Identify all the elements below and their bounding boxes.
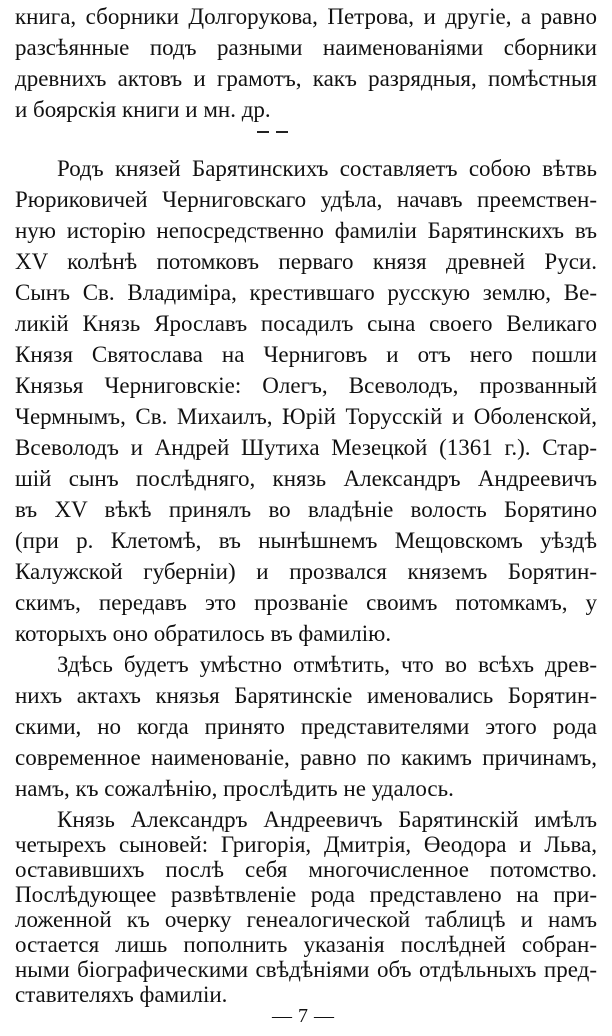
- text-line: оставившихъ послѣ себя многочисленное потомство.: [15, 857, 597, 882]
- text-line: XV колѣнѣ потомковъ перваго князя древней Руси.: [15, 249, 597, 274]
- text-line: остается лишь пополнить указанія послѣдней собран-: [15, 932, 597, 957]
- text-line: книга, сборники Долгорукова, Петрова, и другіе, а равно: [15, 4, 597, 29]
- text-line: Сынъ Св. Владиміра, крестившаго русскую землю, Ве-: [15, 280, 597, 305]
- section-separator: [257, 131, 269, 133]
- text-line: Князя Святослава на Черниговъ и отъ него пошли: [15, 342, 597, 367]
- text-line: и боярскія книги и мн. др.: [15, 97, 271, 122]
- text-line: современное наименованіе, равно по какимъ причинамъ,: [15, 745, 597, 770]
- text-line: скими, но когда принято представителями этого рода: [15, 714, 597, 739]
- text-line: четырехъ сыновей: Григорія, Дмитрія, Өеодора и Льва,: [15, 832, 597, 857]
- text-line: Чермнымъ, Св. Михаилъ, Юрій Торусскій и Оболенской,: [15, 404, 597, 429]
- text-line: ную исторію непосредственно фамиліи Барятинскихъ въ: [15, 218, 597, 243]
- text-line: въ XV вѣкѣ принялъ во владѣніе волость Борятино: [15, 497, 597, 522]
- text-line: шій сынъ послѣдняго, князь Александръ Андреевичъ: [15, 466, 597, 491]
- text-line: ставителяхъ фамиліи.: [15, 982, 228, 1007]
- page-number-dash-left: —: [272, 1005, 298, 1027]
- text-line: Послѣдующее развѣтвленіе рода представлено на при-: [15, 882, 597, 907]
- text-line: ложенной къ очерку генеалогической таблицѣ и намъ: [15, 907, 597, 932]
- text-line: (при р. Клетомѣ, въ нынѣшнемъ Мещовскомъ уѣздѣ: [15, 528, 597, 553]
- text-line: намъ, къ сожалѣнію, прослѣдить не удалось.: [15, 776, 454, 801]
- text-line: скимъ, передавъ это прозваніе своимъ потомкамъ, у: [15, 590, 597, 615]
- text-line: разсѣянные подъ разными наименованіями сборники: [15, 35, 597, 60]
- text-line: Родъ князей Барятинскихъ составляетъ собою вѣтвь: [57, 156, 597, 181]
- page-number-dash-right: —: [314, 1005, 340, 1027]
- text-line: ными біографическими свѣдѣніями объ отдѣльныхъ пред-: [15, 957, 597, 982]
- text-line: Всеволодъ и Андрей Шутиха Мезецкой (1361 г.). Стар-: [15, 435, 597, 460]
- text-line: Князь Александръ Андреевичъ Барятинскій имѣлъ: [57, 807, 597, 832]
- page-number-value: 7: [298, 1005, 314, 1027]
- text-line: Калужской губерніи) и прозвался княземъ Борятин-: [15, 559, 597, 584]
- text-line: нихъ актахъ князья Барятинскіе именовались Борятин-: [15, 683, 597, 708]
- text-line: Здѣсь будетъ умѣстно отмѣтить, что во всѣхъ древ-: [57, 652, 597, 677]
- text-line: Рюриковичей Черниговскаго удѣла, начавъ преемствен-: [15, 187, 597, 212]
- text-line: древнихъ актовъ и грамотъ, какъ разрядныя, помѣстныя: [15, 66, 597, 91]
- text-line: которыхъ оно обратилось въ фамилію.: [15, 621, 392, 646]
- text-line: ликій Князь Ярославъ посадилъ сына своего Великаго: [15, 311, 597, 336]
- text-line: Князья Черниговскіе: Олегъ, Всеволодъ, прозванный: [15, 373, 597, 398]
- section-separator: [276, 131, 288, 133]
